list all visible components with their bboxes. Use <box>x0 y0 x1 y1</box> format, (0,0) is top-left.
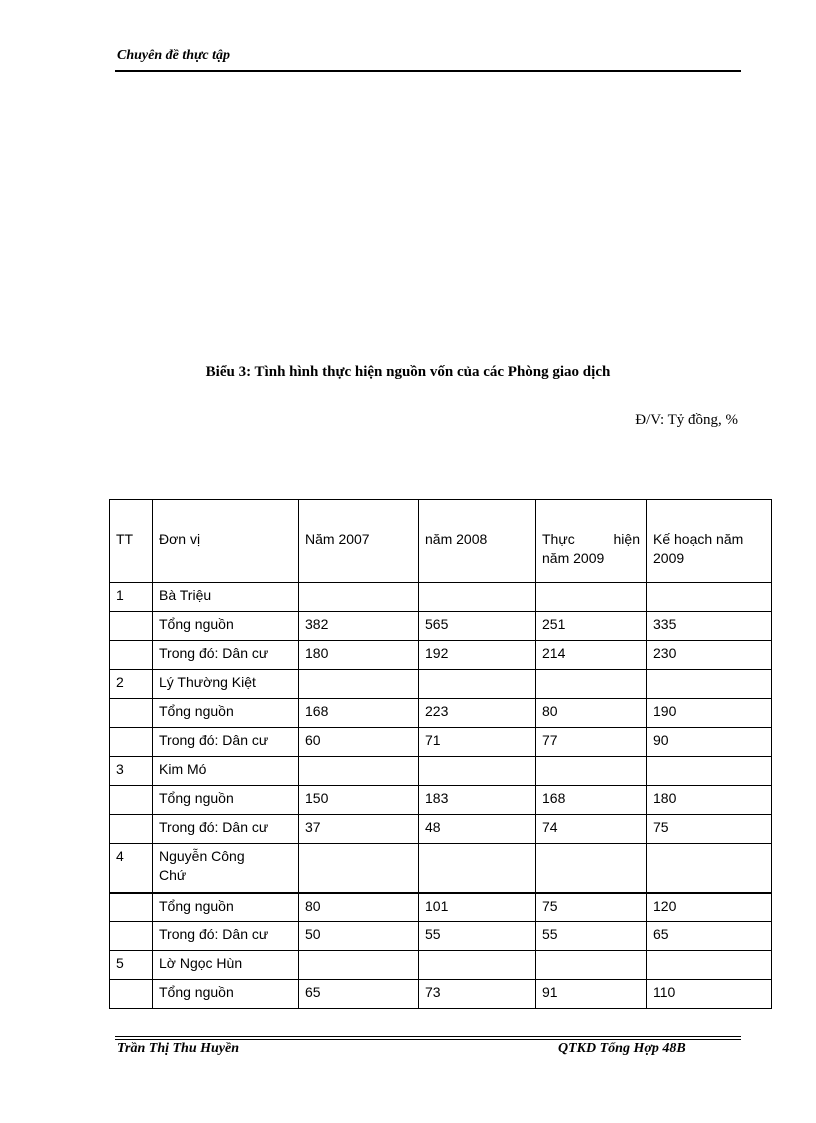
cell: 565 <box>419 612 536 641</box>
cell: 120 <box>647 893 772 922</box>
cell-unit <box>153 844 299 893</box>
cell-tt: 1 <box>110 583 153 612</box>
cell: 71 <box>419 728 536 757</box>
table-row <box>110 728 772 757</box>
cell: 168 <box>536 786 647 815</box>
capital-table <box>109 499 772 1009</box>
cell: 190 <box>647 699 772 728</box>
footer-class: QTKD Tổng Hợp 48B <box>558 1041 686 1056</box>
cell: 74 <box>536 815 647 844</box>
cell: 214 <box>536 641 647 670</box>
cell <box>299 757 419 786</box>
table-header-row <box>110 500 772 583</box>
cell: 230 <box>647 641 772 670</box>
col-header-actual-line2: năm 2009 <box>542 550 605 566</box>
col-header-actual-2009 <box>536 500 647 583</box>
cell: 192 <box>419 641 536 670</box>
page-header-title: Chuyên đề thực tập <box>117 48 231 63</box>
cell: 50 <box>299 922 419 951</box>
cell-tt <box>110 893 153 922</box>
cell <box>536 951 647 980</box>
cell: 75 <box>536 893 647 922</box>
cell <box>536 583 647 612</box>
cell: 80 <box>299 893 419 922</box>
cell <box>299 951 419 980</box>
cell <box>647 583 772 612</box>
col-header-unit: Đơn vị <box>153 500 299 583</box>
cell <box>647 670 772 699</box>
cell <box>536 844 647 893</box>
cell: 91 <box>536 980 647 1009</box>
cell: 110 <box>647 980 772 1009</box>
header-divider <box>115 70 741 72</box>
cell <box>419 844 536 893</box>
cell <box>647 757 772 786</box>
cell: 80 <box>536 699 647 728</box>
cell: 150 <box>299 786 419 815</box>
cell: 60 <box>299 728 419 757</box>
cell-unit: Trong đó: Dân cư <box>153 815 299 844</box>
cell-tt <box>110 728 153 757</box>
cell <box>419 951 536 980</box>
table-row <box>110 786 772 815</box>
cell <box>299 844 419 893</box>
table-row <box>110 815 772 844</box>
unit-note: Đ/V: Tỷ đồng, % <box>635 412 738 428</box>
cell-tt <box>110 980 153 1009</box>
cell: 180 <box>299 641 419 670</box>
cell: 335 <box>647 612 772 641</box>
cell-unit-line1: Nguyễn Công <box>159 848 245 864</box>
cell: 55 <box>536 922 647 951</box>
cell-tt <box>110 699 153 728</box>
cell <box>419 583 536 612</box>
cell-unit: Trong đó: Dân cư <box>153 641 299 670</box>
table-row <box>110 951 772 980</box>
cell: 101 <box>419 893 536 922</box>
cell-unit-line2: Chứ <box>159 867 187 883</box>
cell-tt: 4 <box>110 844 153 893</box>
cell-tt <box>110 786 153 815</box>
col-header-2008: năm 2008 <box>419 500 536 583</box>
cell: 251 <box>536 612 647 641</box>
table-row <box>110 844 772 893</box>
cell-unit: Tổng nguồn <box>153 612 299 641</box>
cell: 180 <box>647 786 772 815</box>
cell-tt <box>110 641 153 670</box>
cell-unit: Kim Mó <box>153 757 299 786</box>
col-header-2007: Năm 2007 <box>299 500 419 583</box>
cell: 223 <box>419 699 536 728</box>
col-header-plan-2009 <box>647 500 772 583</box>
cell <box>299 670 419 699</box>
cell-unit: Bà Triệu <box>153 583 299 612</box>
cell-tt <box>110 922 153 951</box>
cell <box>647 844 772 893</box>
cell: 382 <box>299 612 419 641</box>
cell-unit: Tổng nguồn <box>153 786 299 815</box>
cell: 55 <box>419 922 536 951</box>
cell-unit: Lý Thường Kiệt <box>153 670 299 699</box>
cell-unit: Tổng nguồn <box>153 699 299 728</box>
table-row <box>110 980 772 1009</box>
cell: 65 <box>299 980 419 1009</box>
cell <box>299 583 419 612</box>
table-row <box>110 699 772 728</box>
cell-unit: Lờ Ngọc Hùn <box>153 951 299 980</box>
cell: 48 <box>419 815 536 844</box>
cell-tt: 5 <box>110 951 153 980</box>
table-row <box>110 641 772 670</box>
col-header-plan-line1: Kế hoạch năm <box>653 531 744 547</box>
table-row <box>110 670 772 699</box>
col-header-actual-line1: Thực hiện <box>542 531 640 547</box>
table-row <box>110 757 772 786</box>
table-row <box>110 893 772 922</box>
footer-author: Trần Thị Thu Huyền <box>117 1041 240 1056</box>
cell-unit: Trong đó: Dân cư <box>153 728 299 757</box>
cell-tt <box>110 612 153 641</box>
cell-unit: Tổng nguồn <box>153 893 299 922</box>
cell-tt: 3 <box>110 757 153 786</box>
table-caption: Biểu 3: Tình hình thực hiện nguồn vốn của các Phòng giao dịch <box>205 364 611 380</box>
cell: 168 <box>299 699 419 728</box>
footer-divider-bottom <box>115 1039 741 1040</box>
cell: 37 <box>299 815 419 844</box>
col-header-plan-line2: 2009 <box>653 550 685 566</box>
cell-tt: 2 <box>110 670 153 699</box>
cell <box>536 757 647 786</box>
cell <box>419 757 536 786</box>
cell: 73 <box>419 980 536 1009</box>
footer-divider-top <box>115 1036 741 1037</box>
table-row <box>110 612 772 641</box>
cell: 65 <box>647 922 772 951</box>
cell <box>419 670 536 699</box>
cell-unit: Tổng nguồn <box>153 980 299 1009</box>
cell-tt <box>110 815 153 844</box>
cell-unit: Trong đó: Dân cư <box>153 922 299 951</box>
cell <box>647 951 772 980</box>
table-row <box>110 583 772 612</box>
table-row <box>110 922 772 951</box>
cell: 77 <box>536 728 647 757</box>
cell: 75 <box>647 815 772 844</box>
cell: 90 <box>647 728 772 757</box>
col-header-tt: TT <box>110 500 153 583</box>
cell: 183 <box>419 786 536 815</box>
cell <box>536 670 647 699</box>
